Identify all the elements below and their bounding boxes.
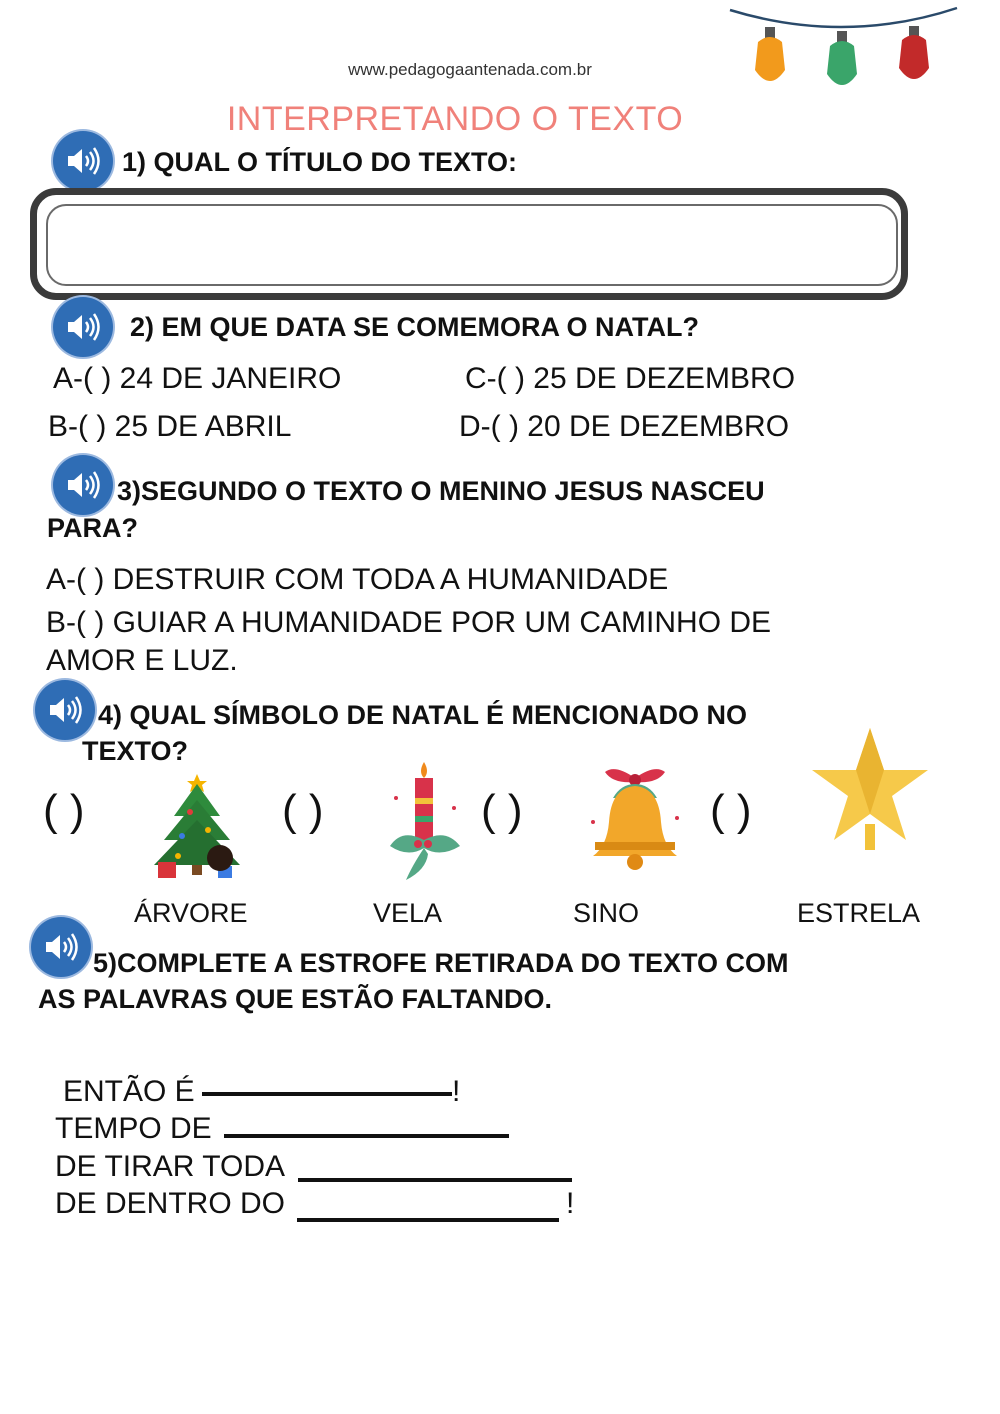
candle-icon [382,758,467,883]
question-4-line-2: TEXTO? [82,736,189,766]
q3-audio-button[interactable] [53,455,113,515]
q4-checkbox-sino[interactable]: ( ) [481,786,523,835]
site-url: www.pedagogaantenada.com.br [348,60,592,79]
label-estrela: ESTRELA [797,898,921,928]
q2-option-b[interactable]: B-( ) 25 DE ABRIL [48,410,292,443]
q4-checkbox-estrela[interactable]: ( ) [710,786,752,835]
answer-box-1[interactable] [46,204,898,286]
speaker-icon [66,470,102,500]
question-5-line-1: 5)COMPLETE A ESTROFE RETIRADA DO TEXTO COM [93,948,789,978]
question-1: 1) QUAL O TÍTULO DO TEXTO: [122,147,518,177]
speaker-icon [48,695,84,725]
cloze-blank-4[interactable] [297,1218,559,1222]
q4-checkbox-vela[interactable]: ( ) [282,786,324,835]
speaker-icon [44,932,80,962]
q3-option-b-cont: AMOR E LUZ. [46,644,238,677]
q2-option-d[interactable]: D-( ) 20 DE DEZEMBRO [459,410,790,443]
question-3-line-1: 3)SEGUNDO O TEXTO O MENINO JESUS NASCEU [117,476,765,506]
q2-option-c[interactable]: C-( ) 25 DE DEZEMBRO [465,362,796,395]
speaker-icon [66,312,102,342]
christmas-tree-icon [150,770,250,885]
q2-option-a[interactable]: A-( ) 24 DE JANEIRO [53,362,342,395]
q3-option-a[interactable]: A-( ) DESTRUIR COM TODA A HUMANIDADE [46,563,669,596]
cloze-line-4-text: DE DENTRO DO [55,1187,286,1220]
cloze-line-3-text: DE TIRAR TODA [55,1150,286,1183]
q4-audio-button[interactable] [35,680,95,740]
cloze-blank-2[interactable] [224,1134,509,1138]
question-3-line-2: PARA? [47,513,138,543]
star-icon [808,724,932,850]
christmas-lights-icon [725,0,965,100]
cloze-line-2-text: TEMPO DE [55,1112,212,1145]
speaker-icon [66,146,102,176]
question-5-line-2: AS PALAVRAS QUE ESTÃO FALTANDO. [38,984,553,1014]
label-arvore: ÁRVORE [134,898,248,928]
question-2: 2) EM QUE DATA SE COMEMORA O NATAL? [130,312,699,342]
label-vela: VELA [373,898,443,928]
cloze-line-1-text: ENTÃO É [63,1075,195,1108]
page-title: INTERPRETANDO O TEXTO [226,100,684,138]
q2-audio-button[interactable] [53,297,113,357]
label-sino: SINO [573,898,640,928]
cloze-blank-1[interactable] [202,1092,452,1096]
q4-checkbox-arvore[interactable]: ( ) [43,786,85,835]
q5-audio-button[interactable] [31,917,91,977]
cloze-line-4-end: ! [566,1187,575,1220]
q1-audio-button[interactable] [53,131,113,191]
bell-icon [585,762,685,874]
q3-option-b[interactable]: B-( ) GUIAR A HUMANIDADE POR UM CAMINHO DE [46,606,772,639]
cloze-blank-3[interactable] [298,1178,572,1182]
question-4-line-1: 4) QUAL SÍMBOLO DE NATAL É MENCIONADO NO [98,700,748,730]
cloze-line-1-end: ! [452,1075,461,1108]
